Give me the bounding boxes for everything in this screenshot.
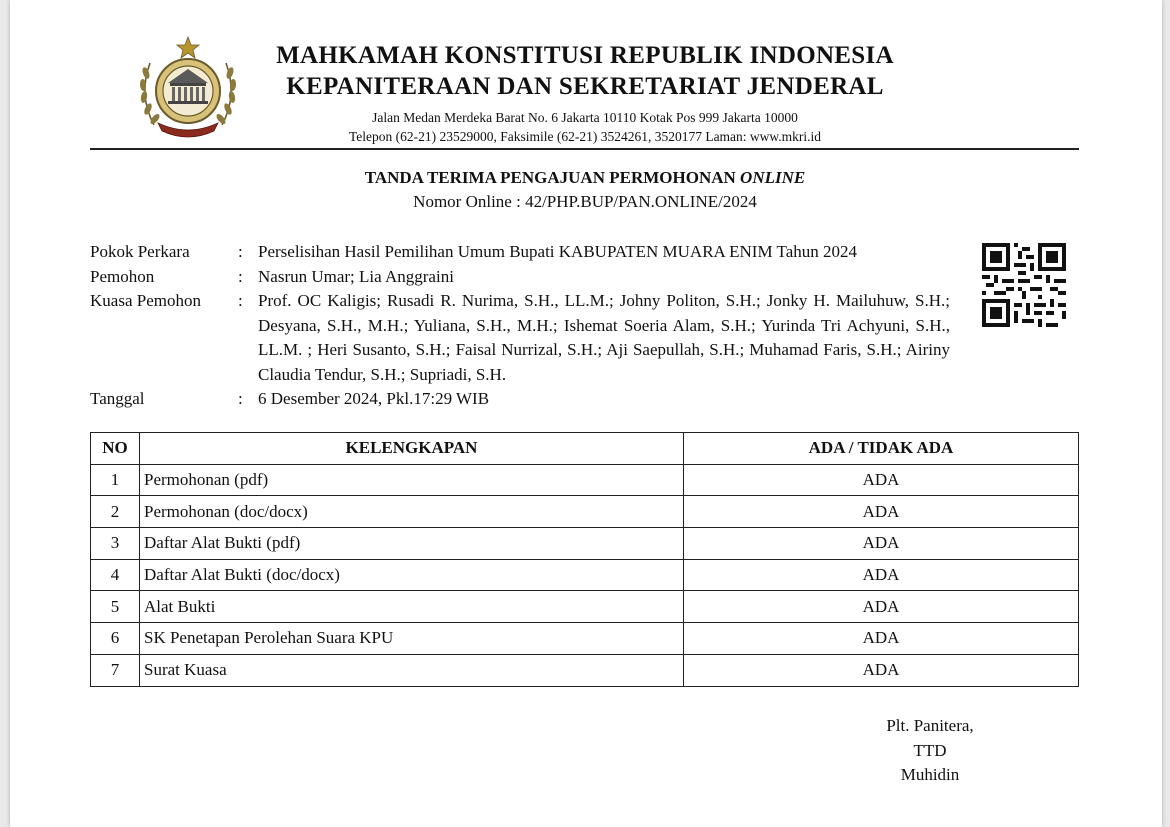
signature-name: Muhidin: [900, 765, 960, 784]
qr-code-icon: [982, 243, 1066, 327]
info-label: Tanggal: [90, 389, 145, 408]
header-no: NO: [91, 433, 140, 465]
address-line: Jalan Medan Merdeka Barat No. 6 Jakarta 10110 Kotak Pos 999 Jakarta 10000: [372, 110, 798, 125]
cell-no: 1: [91, 464, 140, 496]
table-row: [91, 464, 1079, 496]
cell-item: Daftar Alat Bukti (doc/docx): [140, 559, 684, 591]
table-row: [91, 559, 1079, 591]
cell-item: Permohonan (doc/docx): [140, 496, 684, 528]
document-number: Nomor Online : 42/PHP.BUP/PAN.ONLINE/2024: [413, 192, 757, 211]
cell-no: 6: [91, 623, 140, 655]
cell-item: Permohonan (pdf): [140, 464, 684, 496]
cell-status: ADA: [684, 496, 1079, 528]
cell-status: ADA: [684, 528, 1079, 560]
cell-no: 3: [91, 528, 140, 560]
case-info: [90, 240, 950, 412]
info-colon: :: [238, 266, 243, 286]
letterhead: [240, 40, 930, 146]
info-row-subject: [90, 240, 950, 265]
cell-status: ADA: [684, 464, 1079, 496]
institution-subname: KEPANITERAAN DAN SEKRETARIAT JENDERAL: [286, 73, 884, 100]
header-divider: [90, 148, 1079, 150]
info-colon: :: [238, 389, 243, 408]
cell-item: Alat Bukti: [140, 591, 684, 623]
cell-item: Daftar Alat Bukti (pdf): [140, 528, 684, 560]
signature-mark: TTD: [913, 740, 947, 760]
cell-no: 5: [91, 591, 140, 623]
cell-item: Surat Kuasa: [140, 654, 684, 686]
signature-title: Plt. Panitera,: [886, 716, 974, 735]
info-row-date: [90, 387, 950, 412]
info-row-counsel: [90, 289, 950, 387]
info-value: Perselisihan Hasil Pemilihan Umum Bupati KABUPATEN MUARA ENIM Tahun 2024: [258, 242, 858, 261]
cell-no: 2: [91, 496, 140, 528]
header-ada: ADA / TIDAK ADA: [684, 433, 1079, 465]
cell-status: ADA: [684, 559, 1079, 591]
garuda-court-emblem-icon: [132, 33, 244, 145]
info-label: Kuasa Pemohon: [90, 291, 201, 310]
completeness-table: [90, 432, 1079, 687]
info-label: Pokok Perkara: [90, 242, 190, 261]
table-row: [91, 654, 1079, 686]
table-row: [91, 591, 1079, 623]
contact-line: Telepon (62-21) 23529000, Faksimile (62-21) 3524261, 3520177 Laman: www.mkri.id: [348, 129, 822, 144]
info-value: Nasrun Umar; Lia Anggraini: [258, 266, 454, 286]
info-value: Prof. OC Kaligis; Rusadi R. Nurima, S.H., LL.M.; Johny Politon, S.H.; Jonky H. Mailuhuw, S.H.; Desyana, S.H., M.H.; Yuliana, S.H., M.H.; Ishemat Soeria Alam, S.H.; Yurinda Tri Achyuni, S.H., LL.M. ; Heri Susanto, S.H.; Faisal Nurrizal, S.H.; Aji Saepullah, S.H.; Muhamad Faris, S.H.; Airiny Claudia Tendur, S.H.; Supriadi, S.H.: [258, 291, 950, 384]
table-row: [91, 496, 1079, 528]
info-row-applicant: [90, 265, 950, 290]
info-colon: :: [238, 291, 243, 310]
document-title-online: ONLINE: [740, 168, 806, 187]
cell-status: ADA: [684, 654, 1079, 686]
info-colon: :: [238, 242, 243, 261]
cell-status: ADA: [684, 623, 1079, 655]
cell-no: 4: [91, 559, 140, 591]
cell-status: ADA: [684, 591, 1079, 623]
info-label: Pemohon: [90, 266, 155, 286]
table-row: [91, 623, 1079, 655]
signature-block: [850, 714, 1010, 788]
table-header-row: [91, 433, 1079, 465]
info-value: 6 Desember 2024, Pkl.17:29 WIB: [258, 389, 490, 408]
document-title: [0, 167, 1170, 189]
cell-no: 7: [91, 654, 140, 686]
cell-item: SK Penetapan Perolehan Suara KPU: [140, 623, 684, 655]
institution-name: MAHKAMAH KONSTITUSI REPUBLIK INDONESIA: [276, 42, 894, 69]
document-title-main: TANDA TERIMA PENGAJUAN PERMOHONAN: [364, 168, 736, 187]
table-row: [91, 528, 1079, 560]
header-kelengkapan: KELENGKAPAN: [140, 433, 684, 465]
